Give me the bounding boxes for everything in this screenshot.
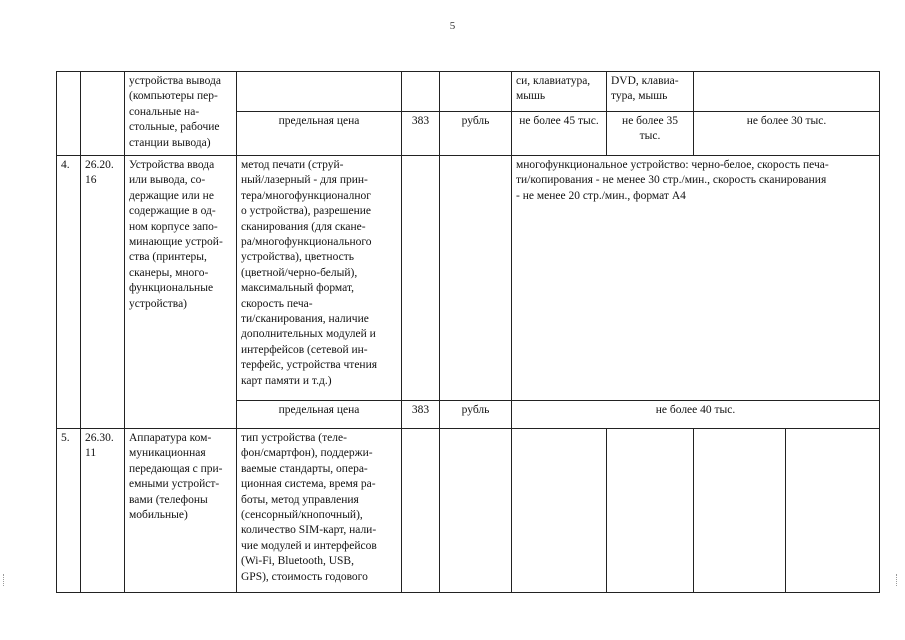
value-line: многофункциональное устройство: черно-белое, скорость печа- [516, 159, 829, 171]
row-number-cell: 5. [57, 429, 81, 593]
product-name-cell [125, 156, 237, 429]
characteristic-line: (Wi-Fi, Bluetooth, USB, [241, 555, 354, 568]
table-row [57, 72, 880, 112]
product-name-line: Устройства ввода [129, 159, 215, 171]
price-value-cell: не более 40 тыс. [512, 401, 880, 429]
unit-name-cell [440, 156, 512, 401]
okpd-code-cell [81, 72, 125, 156]
value-line: тура, мышь [611, 90, 668, 103]
characteristic-line: максимальный формат, [241, 282, 354, 295]
unit-code-cell: 383 [402, 401, 440, 429]
characteristic-line: количество SIM-карт, нали- [241, 524, 377, 537]
characteristic-line: ваемые стандарты, опера- [241, 462, 368, 475]
value-cell [694, 72, 880, 112]
characteristic-line: ти/сканирования, наличие [241, 313, 369, 326]
product-name-line: Аппаратура ком- [129, 432, 212, 444]
characteristic-line: ционная система, время ра- [241, 478, 376, 491]
okpd-code-cell [81, 429, 125, 593]
characteristic-line: терфейс, устройства чтения [241, 359, 378, 372]
characteristic-line: ный/лазерный - для прин- [241, 174, 368, 187]
product-name-line: функциональные [129, 282, 214, 295]
product-name-line: вами (телефоны [129, 493, 208, 506]
okpd-code-cell [81, 156, 125, 429]
table-row [57, 429, 880, 593]
characteristic-line: метод печати (струй- [241, 159, 344, 171]
price-label-cell: предельная цена [237, 112, 402, 156]
scan-margin-mark [896, 574, 900, 586]
code-line: 26.20. [85, 159, 114, 171]
characteristic-line: сканирования (для скане- [241, 220, 366, 233]
unit-code-cell: 383 [402, 112, 440, 156]
table-row [57, 156, 880, 401]
characteristic-line: скорость печа- [241, 297, 313, 310]
product-name-line: устройства) [129, 297, 188, 310]
characteristic-cell [237, 72, 402, 112]
code-line: 16 [85, 174, 97, 187]
characteristic-cell [237, 156, 402, 401]
value-cell [512, 156, 880, 401]
value-line: мышь [516, 90, 546, 103]
characteristic-line: боты, метод управления [241, 493, 359, 506]
product-name-line: муникационная [129, 447, 206, 460]
product-name-line: ства (принтеры, [129, 251, 207, 264]
value-cell [512, 429, 607, 593]
product-name-line: станции вывода) [129, 136, 211, 149]
unit-code-cell [402, 429, 440, 593]
page-number: 5 [449, 20, 456, 32]
product-name-line: или вывода, со- [129, 174, 206, 187]
characteristic-line: дополнительных модулей и [241, 328, 376, 341]
characteristic-line: (сенсорный/кнопочный), [241, 509, 363, 522]
characteristic-line: интерфейсов (сетевой ин- [241, 343, 368, 356]
product-name-line: содержащие в од- [129, 205, 216, 218]
price-value-cell: не более 30 тыс. [694, 112, 880, 156]
value-cell [607, 429, 694, 593]
scan-margin-mark [3, 574, 7, 586]
value-cell [607, 72, 694, 112]
row-number-cell: 4. [57, 156, 81, 429]
product-name-line: стольные, рабочие [129, 121, 220, 134]
product-name-line: емными устройст- [129, 478, 220, 491]
characteristic-line: чие модулей и интерфейсов [241, 539, 377, 552]
product-name-line: сональные на- [129, 105, 200, 118]
unit-code-cell [402, 72, 440, 112]
product-name-cell [125, 72, 237, 156]
value-cell [786, 429, 880, 593]
code-line: 11 [85, 447, 97, 460]
product-name-line: передающая с при- [129, 462, 223, 475]
value-line: ти/копирования - не менее 30 стр./мин., скорость сканирования [516, 174, 827, 187]
characteristic-line: устройства), цветность [241, 251, 354, 264]
price-value-cell: не более 45 тыс. [512, 112, 607, 156]
characteristic-line: ра/многофункционального [241, 236, 372, 249]
characteristic-line: тера/многофункционалног [241, 189, 371, 202]
characteristic-line: фон/смартфон), поддержи- [241, 447, 373, 460]
row-number-cell [57, 72, 81, 156]
characteristic-line: тип устройства (теле- [241, 432, 347, 444]
product-name-line: сканеры, много- [129, 266, 209, 279]
product-name-line: ном корпусе запо- [129, 220, 218, 233]
price-label-cell: предельная цена [237, 401, 402, 429]
characteristic-line: (цветной/черно-белый), [241, 266, 358, 279]
value-cell [512, 72, 607, 112]
characteristic-line: карт памяти и т.д.) [241, 374, 332, 387]
value-line: DVD, клавиа- [611, 75, 679, 87]
characteristic-line: GPS), стоимость годового [241, 570, 368, 583]
characteristic-cell [237, 429, 402, 593]
value-line: - не менее 20 стр./мин., формат А4 [516, 189, 686, 202]
unit-name-cell: рубль [440, 112, 512, 156]
price-value-cell: не более 35 тыс. [607, 112, 694, 156]
specification-table [56, 71, 880, 593]
unit-name-cell: рубль [440, 401, 512, 429]
unit-name-cell [440, 72, 512, 112]
product-name-line: мобильные) [129, 509, 188, 522]
unit-name-cell [440, 429, 512, 593]
product-name-line: держащие или не [129, 189, 214, 202]
code-line: 26.30. [85, 432, 114, 444]
characteristic-line: о устройства), разрешение [241, 205, 372, 218]
product-name-line: устройства вывода [129, 75, 221, 87]
unit-code-cell [402, 156, 440, 401]
product-name-line: (компьютеры пер- [129, 90, 218, 103]
value-line: си, клавиатура, [516, 75, 591, 87]
value-cell [694, 429, 786, 593]
product-name-line: минающие устрой- [129, 236, 223, 249]
product-name-cell [125, 429, 237, 593]
